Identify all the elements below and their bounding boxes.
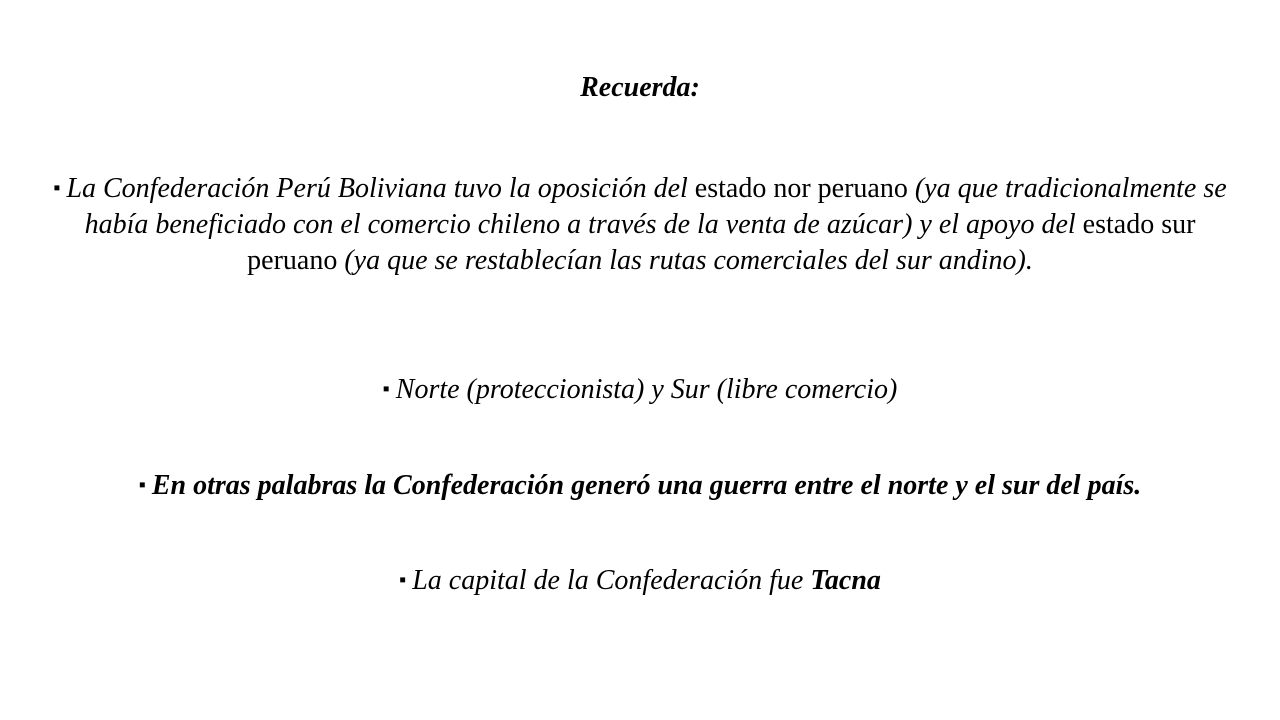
point2-text: Norte (proteccionista) y Sur (libre comercio) <box>395 374 898 405</box>
point1-text-c: (ya que se restablecían las rutas comerciales del sur andino). <box>344 245 1033 276</box>
point1-text-north-state: estado nor peruano <box>694 173 908 204</box>
square-bullet-icon: ▪ <box>399 569 407 591</box>
bullet-point-north-south <box>40 371 1240 408</box>
bullet-point-capital <box>40 562 1240 599</box>
point1-text-south-state: estado sur peruano <box>247 209 1196 276</box>
square-bullet-icon: ▪ <box>53 177 61 199</box>
point1-text-a: La Confederación Perú Boliviana tuvo la oposición del <box>66 173 688 204</box>
point3-text: En otras palabras la Confederación generó una guerra entre el norte y el sur del país. <box>151 470 1142 501</box>
slide-title: Recuerda: <box>580 72 700 103</box>
point1-text-b: (ya que tradicionalmente se había beneficiado con el comercio chileno a través de la venta de azúcar) y el apoyo del <box>84 173 1227 240</box>
point4-capital-name: Tacna <box>810 565 881 596</box>
bullet-point-opposition-support <box>40 170 1240 279</box>
point4-text: La capital de la Confederación fue <box>412 565 804 596</box>
bullet-point-war <box>40 467 1240 504</box>
square-bullet-icon: ▪ <box>382 378 390 400</box>
square-bullet-icon: ▪ <box>138 474 146 496</box>
